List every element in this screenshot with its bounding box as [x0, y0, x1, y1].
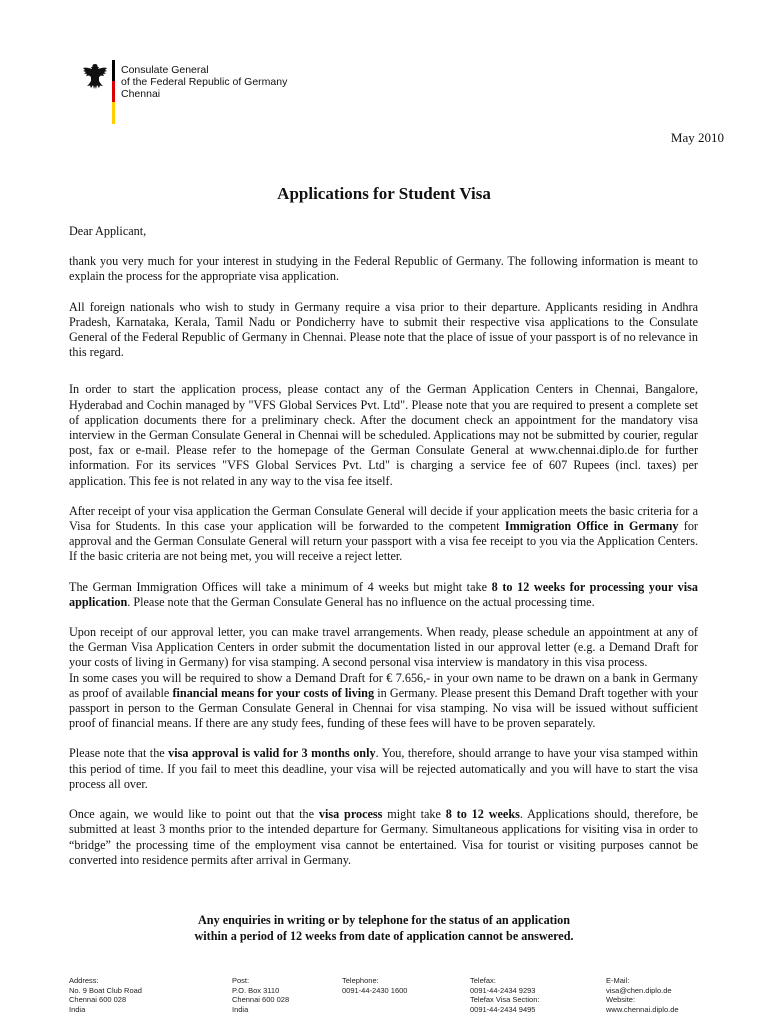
emphasis: financial means for your costs of living	[172, 685, 375, 700]
paragraph-financial-means	[69, 671, 698, 732]
footer-value: 0091-44-2434 9293	[470, 985, 536, 995]
footer-value: P.O. Box 3110	[232, 985, 280, 995]
letter-body	[69, 224, 698, 883]
paragraph-validity	[69, 746, 698, 792]
footer-post	[232, 976, 289, 1014]
emphasis: visa approval is valid for 3 months only	[168, 746, 376, 761]
paragraph-processing-time	[69, 580, 698, 610]
footer-value: India	[232, 1004, 249, 1014]
footer-telephone	[342, 976, 407, 995]
footer-email-link[interactable]: visa@chen.diplo.de	[606, 985, 672, 995]
emphasis: visa process	[318, 807, 383, 822]
notice-line-1: Any enquiries in writing or by telephone for the status of an application	[198, 913, 570, 927]
footer-label: Address:	[69, 976, 99, 985]
footer-label: Website:	[606, 995, 636, 1004]
notice-line-2: within a period of 12 weeks from date of application cannot be answered.	[194, 929, 574, 943]
org-line-1: Consulate General	[121, 64, 209, 76]
org-line-2: of the Federal Republic of Germany	[121, 76, 288, 88]
footer-email	[606, 976, 679, 1014]
paragraph-intro: thank you very much for your interest in studying in the Federal Republic of Germany. The following information is meant to explain the process for the appropriate visa application.	[69, 254, 698, 284]
footer-label: Post:	[232, 976, 250, 985]
org-line-3: Chennai	[121, 88, 161, 100]
footer-value: 0091-44-2434 9495	[470, 1004, 536, 1014]
text: . You, therefore, should arrange to have your visa stamped within this period of time. If you fail to meet this deadline, your visa will be rejected automatically and you will have to start the visa process all over.	[69, 746, 698, 791]
flag-gold-stripe	[112, 102, 115, 124]
salutation: Dear Applicant,	[69, 224, 147, 238]
text: After receipt of your visa application the German Consulate General will decide if your application meets the basic criteria for a Visa for Students. In this case your application will be forwarded to the competent	[69, 503, 698, 534]
footer-value: Chennai 600 028	[232, 995, 290, 1004]
paragraph-timing-reminder	[69, 807, 698, 868]
text: for approval and the German Consulate General will return your passport with a visa fee receipt to you via the Application Centers. If the basic criteria are not being met, you will receive a reject letter.	[69, 519, 698, 564]
text: Please note that the	[69, 746, 169, 761]
text: In some cases you will be required to show a Demand Draft for € 7.656,- in your own name to be drawn on a bank in Germany as proof of available	[69, 670, 698, 700]
footer-label: Telefax Visa Section:	[470, 995, 540, 1004]
paragraph-decision	[69, 504, 698, 565]
paragraph-jurisdiction: All foreign nationals who wish to study in Germany require a visa prior to their departure. Applicants residing in Andhra Pradesh, Karnataka, Kerala, Tamil Nadu or Pondicherry have to submit their respective visa applications to the Consulate General of the Federal Republic of Germany in Chennai. Please note that the place of issue of your passport is of no relevance in this regard.	[69, 299, 698, 360]
enquiry-notice	[0, 912, 768, 944]
flag-red-stripe	[112, 81, 115, 102]
footer-label: Telephone:	[342, 976, 379, 985]
footer-address	[69, 976, 142, 1014]
footer-website-link[interactable]: www.chennai.diplo.de	[606, 1004, 679, 1014]
text: . Applications should, therefore, be submitted at least 3 months prior to the intended departure for Germany. Simultaneous applications for visiting visa in order to “bridge” the processing time of the employment visa cannot be entertained. Visa for tourist or visiting purposes cannot be converted into residence permits after arrival in Germany.	[69, 807, 699, 867]
letter-date: May 2010	[670, 130, 724, 145]
footer-value: 0091-44-2430 1600	[342, 985, 408, 995]
footer-value: No. 9 Boat Club Road	[69, 985, 142, 995]
footer-value: Chennai 600 028	[69, 995, 127, 1004]
emphasis: 8 to 12 weeks	[445, 807, 520, 822]
text: Once again, we would like to point out that the	[69, 807, 319, 822]
footer-telefax	[470, 976, 540, 1014]
flag-black-stripe	[112, 60, 115, 81]
text: in Germany. Please present this Demand Draft together with your passport in person to the German Consulate General in Chennai for visa stamping. No visa will be issued without sufficient proof of financial means. If there are any study fees, funding of these fees will have to be proven separately.	[69, 685, 698, 731]
footer-label: Telefax:	[470, 976, 496, 985]
footer-value: India	[69, 1004, 86, 1014]
emphasis: Immigration Office in Germany	[504, 519, 679, 534]
paragraph-application-process: In order to start the application process, please contact any of the German Application Centers in Chennai, Bangalore, Hyderabad and Cochin managed by "VFS Global Services Pvt. Ltd". Please note that you are required to present a complete set of application documents there for a preliminary check. After the document check an appointment for the mandatory visa interview in the German Consulate General in Chennai will be scheduled. Applications may not be submitted by courier, regular post, fax or e-mail. Please refer to the homepage of the German Consulate General at www.chennai.diplo.de for further information. For its services "VFS Global Services Pvt. Ltd" is charging a service fee of 607 Rupees (incl. taxes) per application. This fee is not related in any way to the visa fee itself.	[69, 382, 698, 488]
text: might take	[382, 807, 446, 822]
german-flag-stripe	[112, 60, 115, 124]
footer-label: E-Mail:	[606, 976, 630, 985]
letterhead	[82, 60, 382, 124]
text: The German Immigration Offices will take a minimum of 4 weeks but might take	[69, 579, 492, 594]
organization-name	[121, 64, 287, 100]
emphasis: 8 to 12 weeks for processing your visa application	[69, 579, 698, 609]
paragraph-approval-letter: Upon receipt of our approval letter, you can make travel arrangements. When ready, please schedule an appointment at any of the German Visa Application Centers in order submit the documentation listed in our approval letter (e.g. a Demand Draft for your costs of living in Germany) for visa stamping. A second personal visa interview is mandatory in this visa process.	[69, 625, 698, 670]
text: . Please note that the German Consulate General has no influence on the actual processing time.	[127, 594, 595, 609]
german-eagle-icon	[82, 62, 108, 92]
letter-title: Applications for Student Visa	[277, 184, 491, 203]
